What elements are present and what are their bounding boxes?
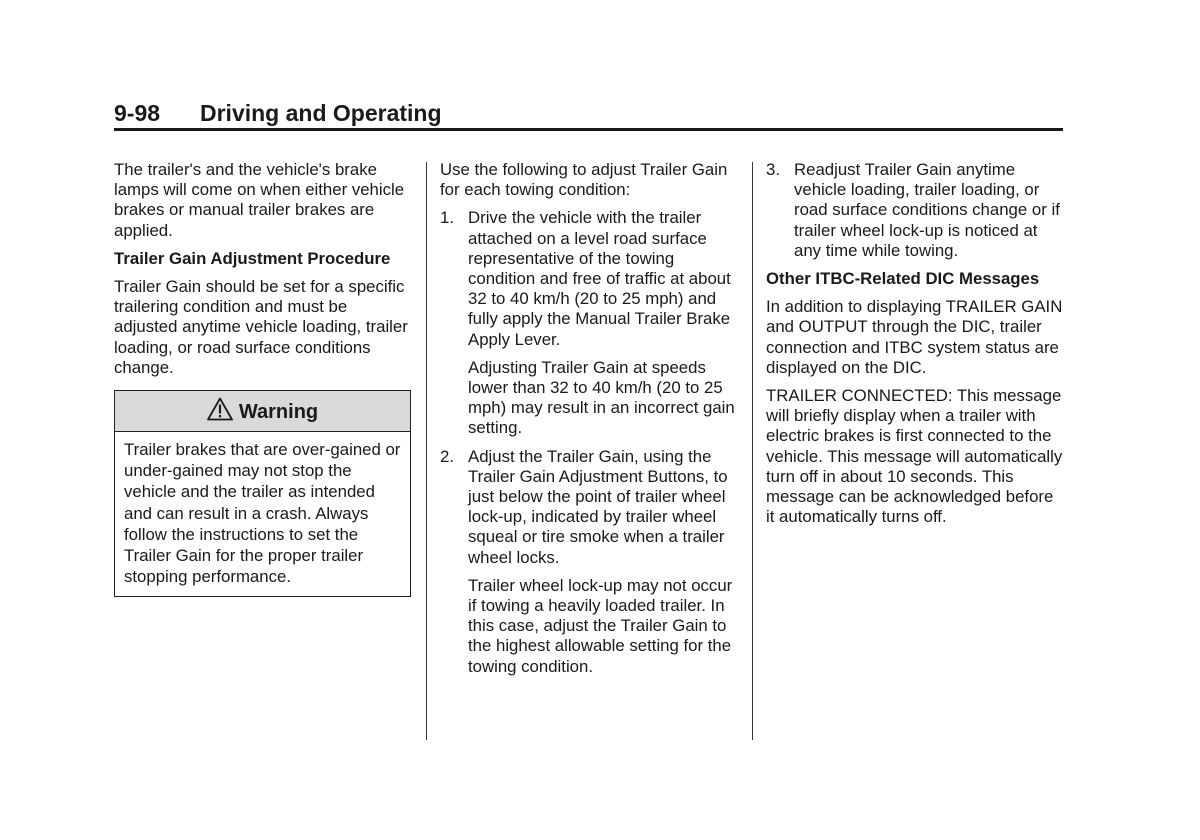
steps-list xyxy=(440,208,740,676)
steps-intro: Use the following to adjust Trailer Gain for each towing condition: xyxy=(440,160,728,200)
step-text: Drive the vehicle with the trailer attached on a level road surface representative of the towing condition and free of traffic at about 32 to 40 km/h (20 to 25 mph) and fully apply the Manual Trailer Brake Apply Lever. xyxy=(468,208,731,349)
step-number: 2. xyxy=(440,446,454,466)
steps-list-continued xyxy=(766,160,1066,261)
warning-header xyxy=(115,391,410,432)
gain-paragraph: Trailer Gain should be set for a specific trailering condition and must be adjusted anytime vehicle loading, trailer loading, or road surface conditions change. xyxy=(114,277,408,377)
step-text: Adjust the Trailer Gain, using the Trailer Gain Adjustment Buttons, to just below the point of trailer wheel lock-up, indicated by trailer wheel squeal or tire smoke when a trailer wheel locks. xyxy=(468,446,728,567)
warning-text: Trailer brakes that are over-gained or under-gained may not stop the vehicle and the trailer as intended and can result in a crash. Always follow the instructions to set the Trailer Gain for the proper trailer stopping performance. xyxy=(124,440,401,587)
dic-paragraph: In addition to displaying TRAILER GAIN and OUTPUT through the DIC, trailer connection and ITBC system status are displayed on the DIC. xyxy=(766,297,1063,377)
intro-paragraph: The trailer's and the vehicle's brake lamps will come on when either vehicle brakes or manual trailer brakes are applied. xyxy=(114,160,405,240)
page-number: 9-98 xyxy=(114,100,161,126)
column-divider xyxy=(426,162,427,740)
section-title: Driving and Operating xyxy=(200,100,442,126)
step-number: 3. xyxy=(766,160,780,179)
trailer-connected-paragraph: TRAILER CONNECTED: This message will briefly display when a trailer with electric brakes is first connected to the vehicle. This message will automatically turn off in about 10 seconds. This message can be acknowledged before it automatically turns off. xyxy=(766,386,1063,527)
column-divider xyxy=(752,162,753,740)
column-2 xyxy=(440,160,740,685)
step-note: Adjusting Trailer Gain at speeds lower than 32 to 40 km/h (20 to 25 mph) may result in an incorrect gain setting. xyxy=(468,357,735,438)
column-3 xyxy=(766,160,1066,535)
warning-triangle-icon xyxy=(207,397,233,421)
step-number: 1. xyxy=(440,208,454,228)
page-header xyxy=(114,100,1063,127)
warning-box xyxy=(114,390,411,597)
warning-title: Warning xyxy=(238,401,319,424)
header-rule xyxy=(114,128,1063,131)
list-item xyxy=(440,447,740,677)
list-item xyxy=(766,160,1066,261)
step-note: Trailer wheel lock-up may not occur if towing a heavily loaded trailer. In this case, adjust the Trailer Gain to the highest allowable setting for the towing condition. xyxy=(468,575,733,676)
subheading-dic-messages: Other ITBC-Related DIC Messages xyxy=(766,269,1040,289)
column-1 xyxy=(114,160,412,597)
step-text: Readjust Trailer Gain anytime vehicle loading, trailer loading, or road surface conditions change or if trailer wheel lock-up is noticed at any time while towing. xyxy=(794,160,1060,260)
subheading-gain-procedure: Trailer Gain Adjustment Procedure xyxy=(114,248,391,268)
list-item xyxy=(440,208,740,438)
